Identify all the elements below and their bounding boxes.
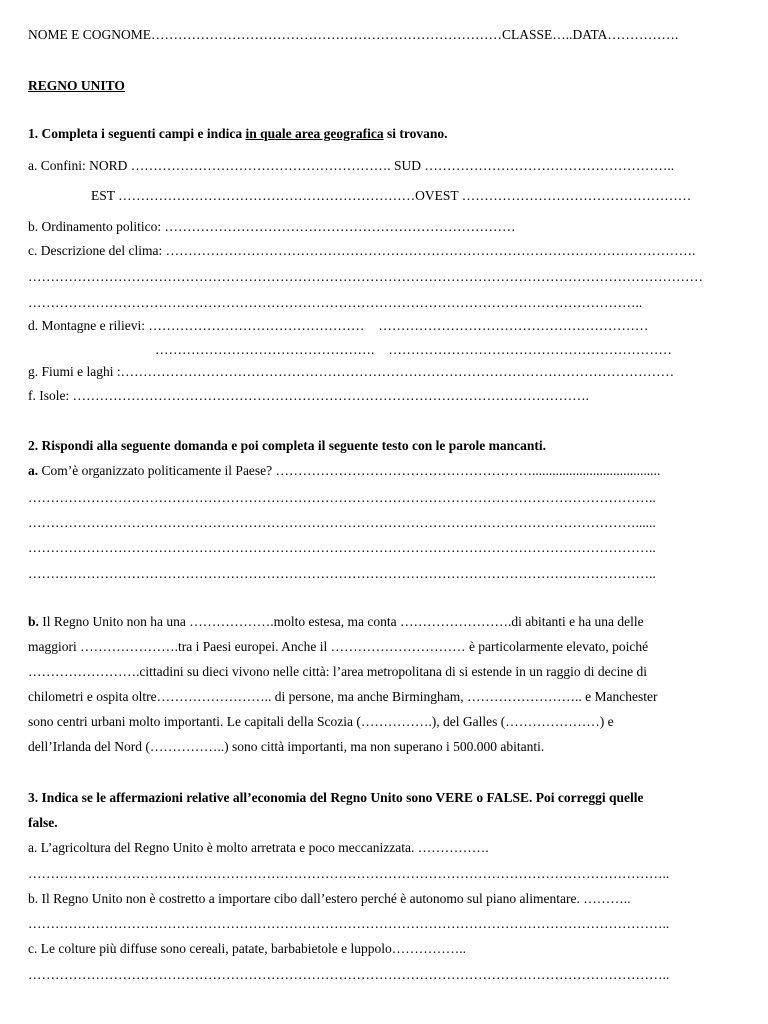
paragraph-2b-line-4: chilometri e ospita oltre…………………….. di persone, ma anche Birmingham, …………………….. e Manchester <box>28 689 658 704</box>
paragraph-2b-line-6: dell’Irlanda del Nord (……………..) sono città importanti, ma non superano i 500.000 abitanti. <box>28 739 545 754</box>
section-1-title-post: si trovano. <box>383 126 448 141</box>
fiumi-laghi: g. Fiumi e laghi :…………………………………………………………………………………………………………… <box>28 364 675 379</box>
answer-3b-line: …………………………………………………………………………………………………………………………….. <box>28 916 670 931</box>
document-title: REGNO UNITO <box>28 78 125 93</box>
answer-2a-line-2: ………………………………………………………………………………………………………………………...... <box>28 515 656 530</box>
paragraph-2b-line-5: sono centri urbani molto importanti. Le capitali della Scozia (…………….), del Galles (…………………) e <box>28 714 614 729</box>
confini-est-ovest: EST …………………………………………………………OVEST …………………………………………… <box>91 188 692 203</box>
montagne-line-1a: d. Montagne e rilievi: ………………………………………… <box>28 318 365 333</box>
answer-2a-line-3: ………………………………………………………………………………………………………………………….. <box>28 540 656 555</box>
paragraph-2b-line-3: …………………….cittadini su dieci vivono nelle città: l’area metropolitana di si estende in un raggio di decine di <box>28 664 647 679</box>
montagne-line-2b: ……………………………………………………… <box>388 342 672 357</box>
statement-3b: b. Il Regno Unito non è costretto a importare cibo dall’estero perché è autonomo sul piano alimentare. ……….. <box>28 891 631 906</box>
paragraph-2b-text-1: Il Regno Unito non ha una ……………….molto estesa, ma conta …………………….di abitanti e ha una delle <box>38 614 644 629</box>
section-1-number: 1. <box>28 126 42 141</box>
answer-2a-line-4: ………………………………………………………………………………………………………………………….. <box>28 566 656 581</box>
paragraph-2b-line-2: maggiori ………………….tra i Paesi europei. Anche il ………………………… è particolarmente elevato, poiché <box>28 639 649 654</box>
answer-3a-line: …………………………………………………………………………………………………………………………….. <box>28 866 670 881</box>
question-2a <box>28 462 758 480</box>
section-2-title: 2. Rispondi alla seguente domanda e poi completa il seguente testo con le parole mancanti. <box>28 438 546 453</box>
answer-3c-line: …………………………………………………………………………………………………………………………….. <box>28 967 670 982</box>
section-3-title: 3. Indica se le affermazioni relative all’economia del Regno Unito sono VERE o FALSE. Poi correggi quelle <box>28 790 644 805</box>
student-header: NOME E COGNOME……………………………………………………………………CLASSE…..DATA……………. <box>28 27 679 42</box>
question-2a-text: Com’è organizzato politicamente il Paese? …………………………………………………...................................... <box>38 463 661 478</box>
montagne-rilievi-2 <box>155 341 758 359</box>
paragraph-2b-line-1 <box>28 613 758 631</box>
montagne-rilievi <box>28 317 758 335</box>
statement-3c: c. Le colture più diffuse sono cereali, patate, barbabietole e luppolo…………….. <box>28 941 466 956</box>
section-1-title-underlined: in quale area geografica <box>245 126 384 141</box>
confini-nord-sud: a. Confini: NORD …………………………………………………. SUD ……………………………………………….. <box>28 158 675 173</box>
answer-2a-line-1: ………………………………………………………………………………………………………………………….. <box>28 490 656 505</box>
clima-answer-line-2: ……………………………………………………………………………………………………………………….. <box>28 295 643 310</box>
clima-answer-line-1: …………………………………………………………………………………………………………………………………… <box>28 269 703 284</box>
question-2a-label: a. <box>28 463 39 478</box>
paragraph-2b-label: b. <box>28 614 39 629</box>
section-1-title <box>28 125 758 143</box>
section-1-title-pre: Completa i seguenti campi e indica <box>41 126 246 141</box>
statement-3a: a. L’agricoltura del Regno Unito è molto arretrata e poco meccanizzata. ……………. <box>28 840 489 855</box>
montagne-line-1b: …………………………………………………… <box>378 318 649 333</box>
ordinamento-politico: b. Ordinamento politico: …………………………………………………………………… <box>28 219 516 234</box>
descrizione-clima: c. Descrizione del clima: ………………………………………………………………………………………………………. <box>28 243 696 258</box>
montagne-line-2a: …………………………………………. <box>155 342 375 357</box>
isole: f. Isole: ……………………………………………………………………………………………………. <box>28 388 589 403</box>
section-3-title-cont: false. <box>28 815 58 830</box>
